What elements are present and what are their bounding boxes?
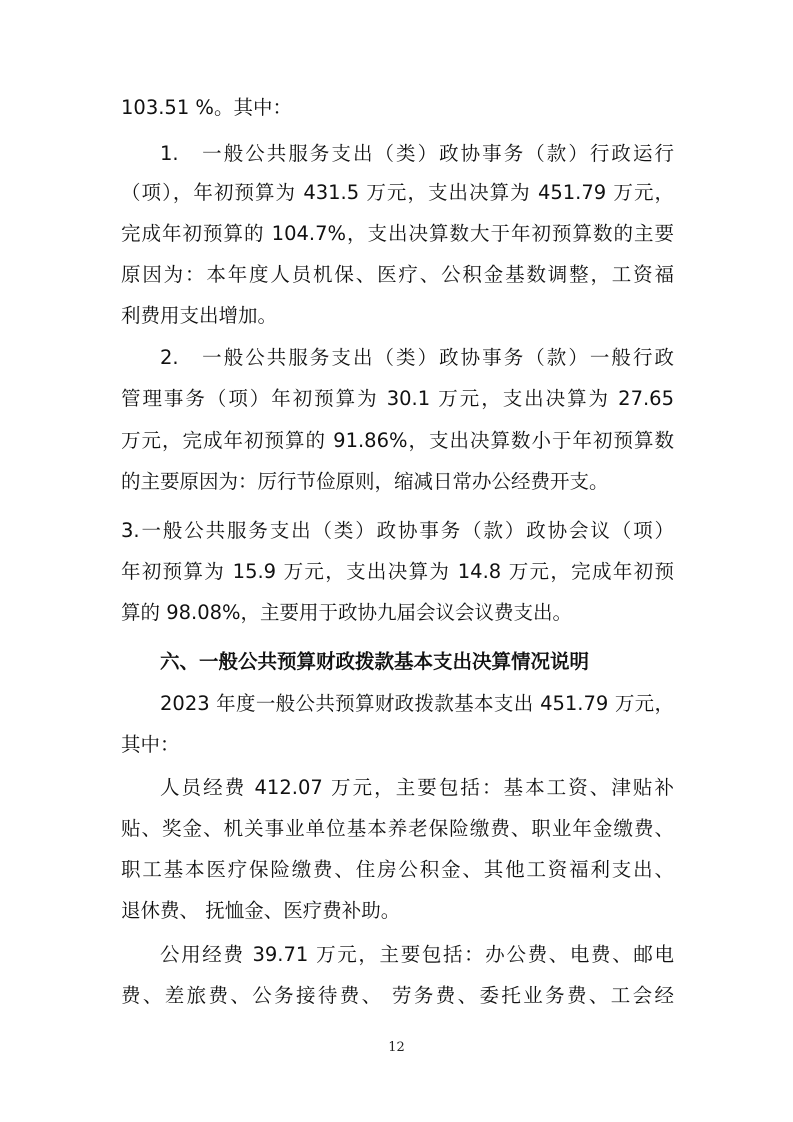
text-line: （项），年初预算为 431.5 万元，支出决算为 451.79 万元， (121, 181, 674, 204)
text-line: 职工基本医疗保险缴费、住房公积金、其他工资福利支出、 (121, 858, 674, 881)
section-heading: 六、一般公共预算财政拨款基本支出决算情况说明 (160, 650, 590, 673)
text-line: 退休费、 抚恤金、医疗费补助。 (121, 899, 401, 922)
text-line: 原因为：本年度人员机保、医疗、公积金基数调整，工资福 (121, 263, 674, 286)
text-line: 利费用支出增加。 (121, 304, 278, 327)
text-line: 万元，完成年初预算的 91.86%，支出决算数小于年初预算数 (121, 429, 674, 452)
text-line: 管理事务（项）年初预算为 30.1 万元，支出决算为 27.65 (121, 387, 674, 410)
text-line: 2. 一般公共服务支出（类）政协事务（款）一般行政 (160, 346, 674, 369)
text-line: 103.51 %。其中： (121, 96, 292, 119)
page-number: 12 (388, 1040, 405, 1055)
text-line: 2023 年度一般公共预算财政拨款基本支出 451.79 万元， (160, 692, 674, 715)
text-line: 1. 一般公共服务支出（类）政协事务（款）行政运行 (160, 142, 674, 165)
text-line: 费、差旅费、公务接待费、 劳务费、委托业务费、工会经 (121, 984, 674, 1007)
text-line: 的主要原因为：厉行节俭原则，缩减日常办公经费开支。 (121, 470, 609, 493)
text-line: 算的 98.08%，主要用于政协九届会议会议费支出。 (121, 601, 573, 624)
text-line: 3.一般公共服务支出（类）政协事务（款）政协会议（项） (121, 519, 674, 542)
text-line: 其中： (121, 733, 180, 756)
text-line: 年初预算为 15.9 万元，支出决算为 14.8 万元，完成年初预 (121, 560, 674, 583)
text-line: 完成年初预算的 104.7%，支出决算数大于年初预算数的主要 (121, 222, 674, 245)
text-line: 贴、奖金、机关事业单位基本养老保险缴费、职业年金缴费、 (121, 817, 674, 840)
text-line: 人员经费 412.07 万元，主要包括：基本工资、津贴补 (160, 776, 674, 799)
text-line: 公用经费 39.71 万元，主要包括：办公费、电费、邮电 (160, 943, 674, 966)
